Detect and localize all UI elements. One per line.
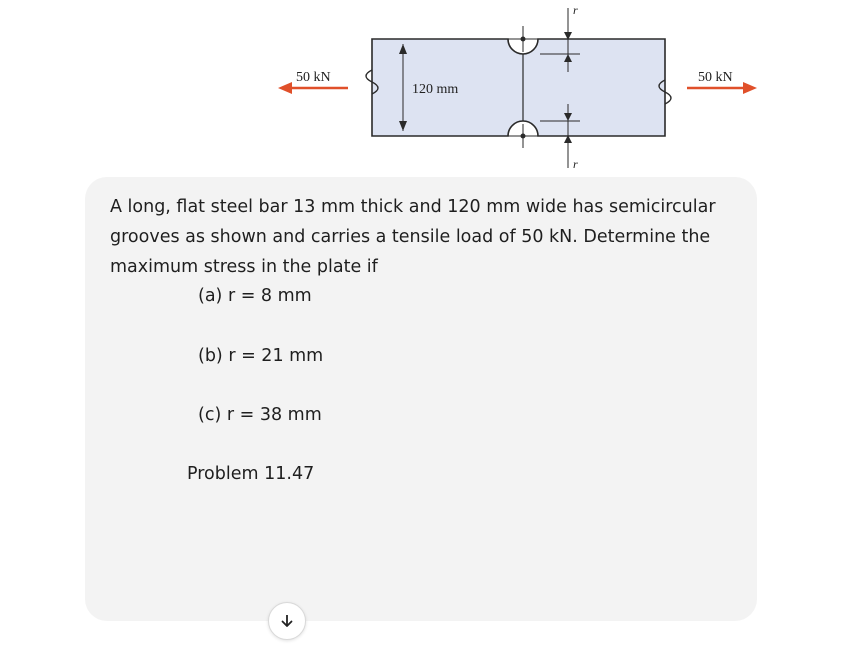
left-load-label: 50 kN [296,70,331,85]
right-load-arrowhead [743,82,757,94]
part-c: (c) r = 38 mm [198,405,322,425]
radius-label-top: r [573,3,578,17]
part-b: (b) r = 21 mm [198,346,324,366]
right-load-label: 50 kN [698,70,733,85]
bar-figure [260,0,780,178]
scroll-down-button[interactable] [268,602,306,640]
radius-label-bottom: r [573,157,578,171]
left-load-arrowhead [278,82,292,94]
problem-label: Problem 11.47 [187,464,315,484]
problem-statement: A long, flat steel bar 13 mm thick and 120 mm wide has semicircular grooves as shown and carries a tensile load of 50 kN. Determine the maximum stress in the plate if [110,197,716,277]
width-label: 120 mm [412,82,459,97]
arrow-down-icon [279,613,295,629]
part-a: (a) r = 8 mm [198,286,312,306]
